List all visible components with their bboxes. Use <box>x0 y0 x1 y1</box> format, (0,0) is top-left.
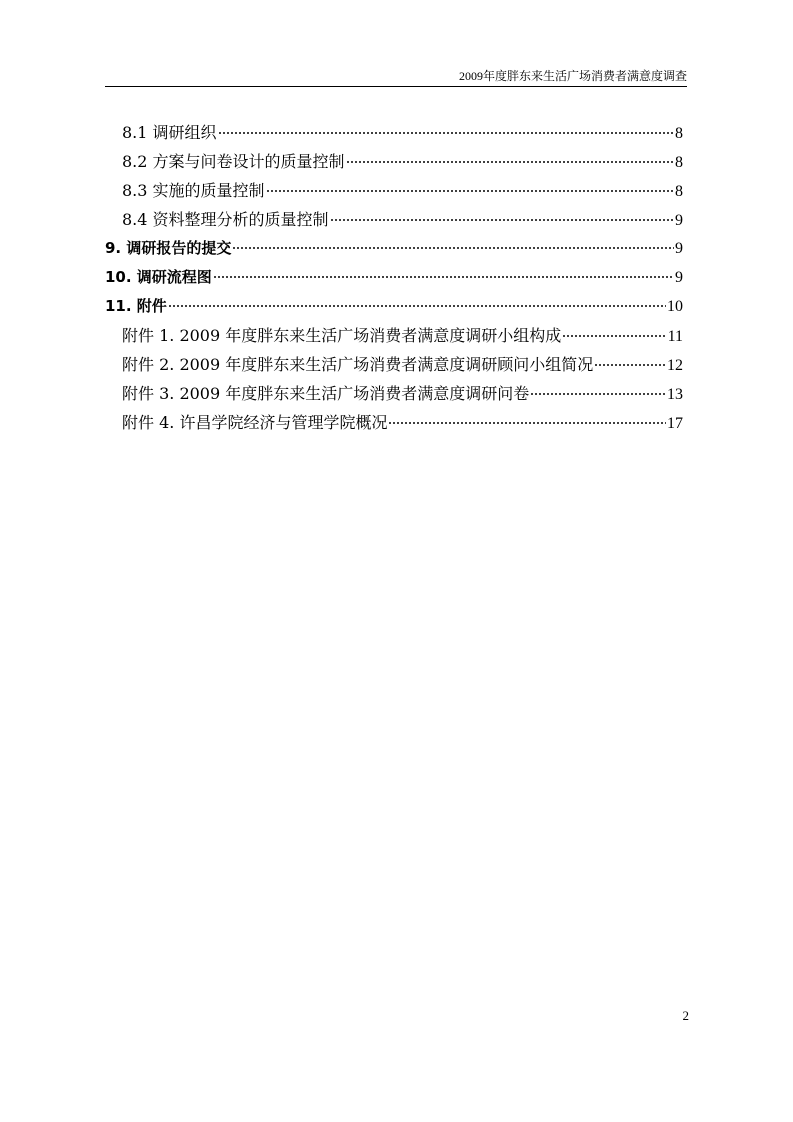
toc-entry-label: 9. 调研报告的提交 <box>105 239 232 257</box>
toc-entry-page: 8 <box>675 183 683 200</box>
toc-entry-label: 10. 调研流程图 <box>105 268 212 286</box>
toc-entry-page: 9 <box>675 269 683 286</box>
dot-leader <box>218 132 674 134</box>
toc-entry-page: 13 <box>667 386 683 403</box>
toc-entry-page: 10 <box>667 298 683 315</box>
dot-leader <box>168 305 666 307</box>
toc-entry-page: 9 <box>675 212 683 229</box>
toc-entry-page: 12 <box>667 357 683 374</box>
toc-entry-label: 11. 附件 <box>105 297 167 315</box>
toc-entry-11[interactable] <box>105 292 683 321</box>
toc-entry-page: 8 <box>675 154 683 171</box>
dot-leader <box>346 161 674 163</box>
toc-entry-page: 11 <box>667 328 683 345</box>
toc-entry-label: 附件 1. 2009 年度胖东来生活广场消费者满意度调研小组构成 <box>122 326 562 345</box>
page-header: 2009年度胖东来生活广场消费者满意度调查 <box>105 68 687 87</box>
dot-leader <box>530 393 666 395</box>
toc-entry-appendix-4[interactable] <box>105 408 683 437</box>
dot-leader <box>388 422 666 424</box>
toc-entry-label: 附件 3. 2009 年度胖东来生活广场消费者满意度调研问卷 <box>122 384 530 403</box>
dot-leader <box>594 364 666 366</box>
page-number: 2 <box>682 1008 689 1023</box>
toc-entry-page: 17 <box>667 415 683 432</box>
toc-entry-8-4[interactable] <box>105 205 683 234</box>
toc-entry-label: 附件 2. 2009 年度胖东来生活广场消费者满意度调研顾问小组简况 <box>122 355 594 374</box>
toc-entry-label: 8.3 实施的质量控制 <box>122 181 265 200</box>
dot-leader <box>330 219 674 221</box>
toc-entry-8-1[interactable] <box>105 118 683 147</box>
toc-entry-appendix-3[interactable] <box>105 379 683 408</box>
dot-leader <box>562 335 666 337</box>
dot-leader <box>266 190 674 192</box>
toc-entry-appendix-1[interactable] <box>105 321 683 350</box>
toc-entry-8-2[interactable] <box>105 147 683 176</box>
toc-entry-page: 9 <box>675 240 683 257</box>
toc-entry-label: 8.4 资料整理分析的质量控制 <box>122 210 329 229</box>
toc-entry-8-3[interactable] <box>105 176 683 205</box>
toc-entry-label: 8.1 调研组织 <box>122 123 217 142</box>
toc-entry-label: 附件 4. 许昌学院经济与管理学院概况 <box>122 413 388 432</box>
toc-entry-10[interactable] <box>105 263 683 292</box>
dot-leader <box>213 276 674 278</box>
dot-leader <box>232 247 674 249</box>
toc-entry-page: 8 <box>675 125 683 142</box>
toc-entry-appendix-2[interactable] <box>105 350 683 379</box>
table-of-contents <box>105 118 683 437</box>
toc-entry-9[interactable] <box>105 234 683 263</box>
toc-entry-label: 8.2 方案与问卷设计的质量控制 <box>122 152 345 171</box>
